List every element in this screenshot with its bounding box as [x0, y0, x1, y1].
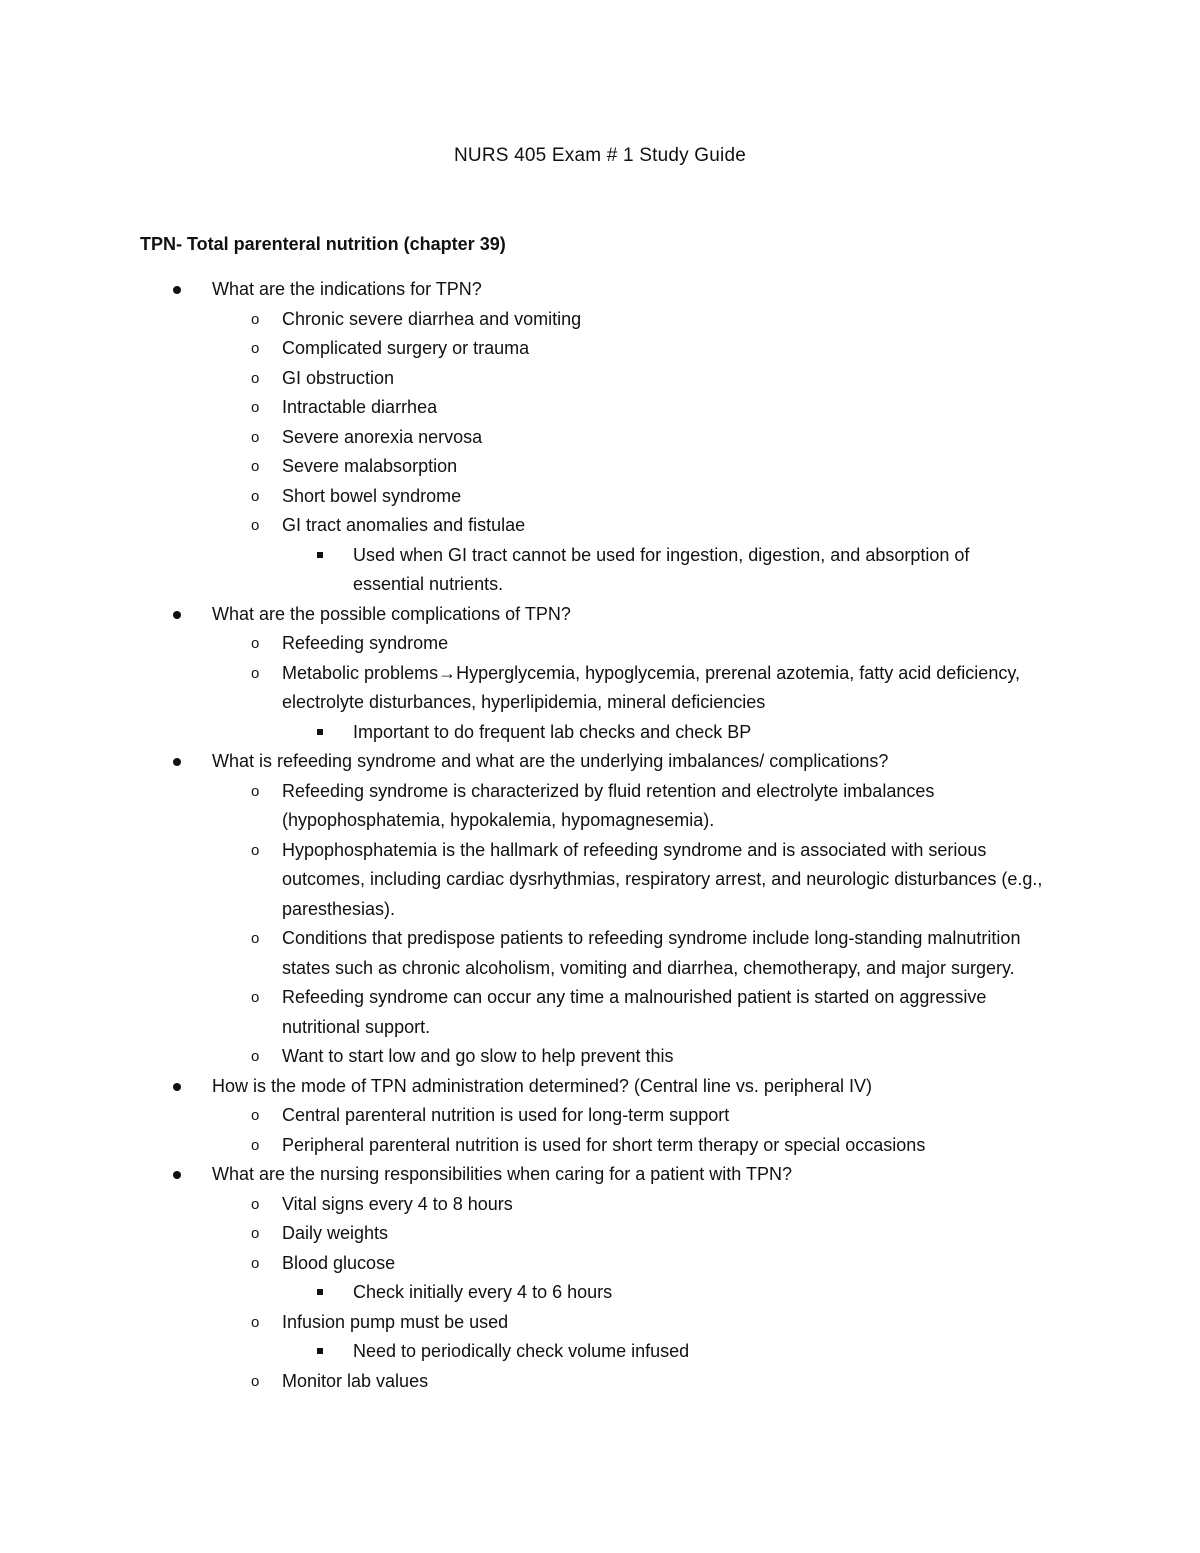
circle-bullet-icon: o: [251, 1136, 260, 1154]
outline-item-level-2: [0, 1367, 1057, 1397]
outline-item-level-2: [0, 777, 1057, 836]
outline-item-level-2: [0, 305, 1057, 335]
outline-item-text: Used when GI tract cannot be used for ingestion, digestion, and absorption of essential nutrients.: [353, 544, 970, 594]
outline-item-level-2: [0, 924, 1057, 983]
outline-item-text: GI tract anomalies and fistulae: [282, 515, 526, 535]
outline-item-text: Conditions that predispose patients to refeeding syndrome include long-standing malnutrition states such as chronic alcoholism, vomiting and diarrhea, chemotherapy, and major surgery.: [282, 928, 1021, 978]
outline-item-text: Need to periodically check volume infused: [353, 1341, 690, 1361]
circle-bullet-icon: o: [251, 635, 260, 652]
outline-item-level-3: [0, 541, 1043, 600]
outline-item-level-1: [0, 747, 1052, 777]
outline-item-level-2: [0, 836, 1057, 925]
outline-item-level-2: [0, 364, 1057, 394]
outline-item-level-1: [0, 275, 1052, 305]
outline-item-level-2: [0, 1219, 1057, 1249]
outline-item-text: Metabolic problems→Hyperglycemia, hypoglycemia, prerenal azotemia, fatty acid deficiency, electrolyte disturbances, hyperlipidemia, mineral deficiencies: [282, 662, 1020, 712]
outline-item-text: Peripheral parenteral nutrition is used for short term therapy or special occasions: [282, 1134, 926, 1155]
outline-item-text: Hypophosphatemia is the hallmark of refeeding syndrome and is associated with serious outcomes, including cardiac dysrhythmias, respiratory arrest, and neurologic disturbances (e.g., paresthesias).: [282, 839, 1043, 919]
outline-item-text: What are the possible complications of TPN?: [212, 603, 571, 624]
square-bullet-icon: [317, 541, 323, 571]
outline-item-level-2: [0, 393, 1057, 423]
circle-bullet-icon: o: [251, 369, 260, 387]
outline-item-text: Daily weights: [282, 1223, 389, 1243]
outline-item-text: Intractable diarrhea: [282, 397, 438, 417]
bullet-icon: [173, 600, 181, 630]
circle-bullet-icon: o: [251, 1372, 260, 1390]
outline-item-text: Important to do frequent lab checks and check BP: [353, 721, 752, 742]
outline-item-text: Refeeding syndrome is characterized by fluid retention and electrolyte imbalances (hypophosphatemia, hypokalemia, hypomagnesemia).: [282, 780, 935, 830]
outline-item-text: Short bowel syndrome: [282, 485, 462, 506]
outline-item-text: GI obstruction: [282, 367, 395, 388]
circle-bullet-icon: o: [251, 930, 260, 947]
outline-item-level-3: [0, 1337, 1043, 1367]
study-guide-outline: [0, 275, 1200, 1396]
outline-item-level-2: [0, 452, 1057, 482]
outline-item-level-1: [0, 1072, 1052, 1102]
square-bullet-icon: [317, 718, 323, 748]
outline-item-text: Infusion pump must be used: [282, 1311, 509, 1332]
square-bullet-icon: [317, 1337, 323, 1367]
circle-bullet-icon: o: [251, 841, 260, 859]
circle-bullet-icon: o: [251, 989, 260, 1006]
outline-item-text: Refeeding syndrome can occur any time a malnourished patient is started on aggressive nutritional support.: [282, 987, 987, 1037]
outline-item-text: Chronic severe diarrhea and vomiting: [282, 308, 582, 329]
outline-item-text: What are the indications for TPN?: [212, 279, 482, 299]
outline-item-level-2: [0, 1101, 1057, 1131]
circle-bullet-icon: o: [251, 1225, 260, 1242]
bullet-icon: [173, 1072, 181, 1102]
outline-item-level-2: [0, 1249, 1057, 1279]
circle-bullet-icon: o: [251, 1313, 260, 1331]
outline-item-level-2: [0, 482, 1057, 512]
outline-item-level-1: [0, 600, 1052, 630]
circle-bullet-icon: o: [251, 1048, 260, 1065]
outline-item-text: Refeeding syndrome: [282, 633, 449, 653]
outline-item-text: Central parenteral nutrition is used for long-term support: [282, 1105, 730, 1125]
circle-bullet-icon: o: [251, 664, 260, 682]
circle-bullet-icon: o: [251, 487, 260, 505]
outline-item-text: Monitor lab values: [282, 1370, 429, 1391]
bullet-icon: [173, 1160, 181, 1190]
outline-item-text: Vital signs every 4 to 8 hours: [282, 1193, 513, 1214]
circle-bullet-icon: o: [251, 1254, 260, 1272]
bullet-icon: [173, 275, 181, 305]
circle-bullet-icon: o: [251, 340, 260, 357]
circle-bullet-icon: o: [251, 1195, 260, 1213]
outline-item-text: What are the nursing responsibilities when caring for a patient with TPN?: [212, 1164, 792, 1184]
outline-item-level-2: [0, 1131, 1057, 1161]
circle-bullet-icon: o: [251, 310, 260, 328]
outline-item-text: Complicated surgery or trauma: [282, 338, 530, 358]
outline-item-level-2: [0, 1042, 1057, 1072]
outline-item-text: Blood glucose: [282, 1252, 396, 1273]
circle-bullet-icon: o: [251, 428, 260, 446]
document-title: NURS 405 Exam # 1 Study Guide: [454, 145, 746, 166]
outline-item-text: Severe malabsorption: [282, 456, 458, 476]
circle-bullet-icon: o: [251, 458, 260, 475]
outline-item-text: Severe anorexia nervosa: [282, 426, 483, 447]
square-bullet-icon: [317, 1278, 323, 1308]
circle-bullet-icon: o: [251, 782, 260, 800]
circle-bullet-icon: o: [251, 399, 260, 416]
outline-item-level-2: [0, 659, 1057, 718]
outline-item-level-2: [0, 423, 1057, 453]
outline-item-level-2: [0, 511, 1057, 541]
outline-item-text: Check initially every 4 to 6 hours: [353, 1282, 613, 1302]
outline-item-text: Want to start low and go slow to help prevent this: [282, 1046, 674, 1066]
outline-item-level-2: [0, 983, 1057, 1042]
outline-item-text: What is refeeding syndrome and what are the underlying imbalances/ complications?: [212, 751, 889, 771]
circle-bullet-icon: o: [251, 1107, 260, 1124]
outline-item-level-1: [0, 1160, 1052, 1190]
bullet-icon: [173, 747, 181, 777]
section-heading: TPN- Total parenteral nutrition (chapter 39): [140, 234, 506, 254]
outline-item-level-2: [0, 1308, 1057, 1338]
outline-item-level-3: [0, 718, 1043, 748]
circle-bullet-icon: o: [251, 517, 260, 534]
outline-item-text: How is the mode of TPN administration determined? (Central line vs. peripheral IV): [212, 1075, 872, 1096]
outline-item-level-2: [0, 629, 1057, 659]
outline-item-level-3: [0, 1278, 1043, 1308]
outline-item-level-2: [0, 1190, 1057, 1220]
outline-item-level-2: [0, 334, 1057, 364]
